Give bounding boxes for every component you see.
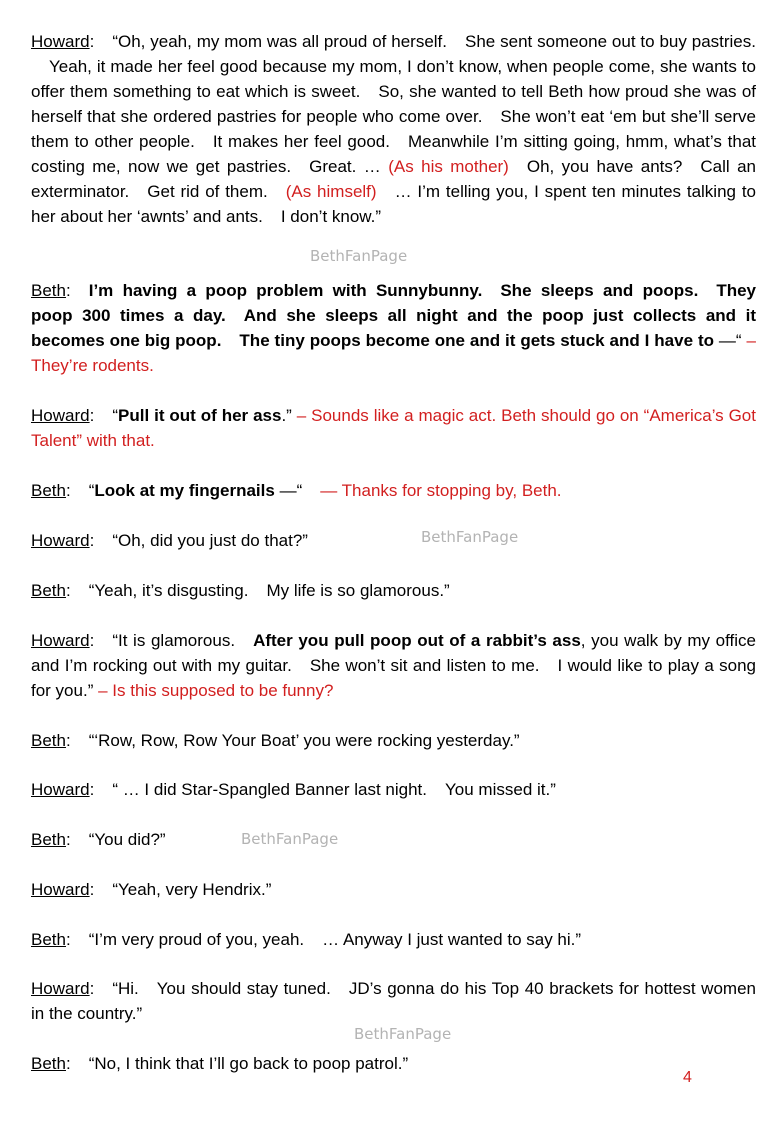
dialogue-text: “You did?” <box>88 830 166 849</box>
dialogue-text: “Hi. <box>112 979 139 998</box>
watermark: BethFanPage <box>241 830 339 848</box>
dialogue-text: Call an exterminator. <box>31 157 756 201</box>
paragraph-howard-5 <box>31 777 756 802</box>
dialogue-text: JD’s gonna do his Top 40 brackets for hottest women in the country.” <box>31 979 756 1023</box>
dialogue-text: She won’t eat ‘em but she’ll serve them to other people. <box>31 107 756 151</box>
dialogue-text: “No, I think that I’ll go back to poop patrol.” <box>88 1054 409 1073</box>
commentary: – Sounds like a magic act. Beth should go on “America’s Got Talent” with that. <box>31 406 756 450</box>
dialogue-text: Great. <box>309 157 357 176</box>
dialogue-text: I would like to play a song for you.” <box>31 656 756 700</box>
paragraph-howard-4 <box>31 628 756 703</box>
dialogue-text: .” <box>281 406 292 425</box>
speaker-name: Beth <box>31 830 66 849</box>
dialogue-text: “Oh, yeah, my mom was all proud of herself. <box>112 32 447 51</box>
speaker-colon: : <box>65 830 71 849</box>
paragraph-howard-1 <box>31 29 756 229</box>
speaker-name: Howard <box>31 780 90 799</box>
dialogue-bold: She sleeps and poops. <box>500 281 699 300</box>
speaker-colon: : <box>89 531 95 550</box>
speaker-name: Beth <box>31 731 66 750</box>
paragraph-howard-6 <box>31 877 756 902</box>
dialogue-text: “ … I did Star-Spangled Banner last night. <box>112 780 428 799</box>
dialogue-text: “I’m very proud of you, yeah. <box>88 930 305 949</box>
dialogue-bold: They poop 300 times a day. <box>31 281 756 325</box>
commentary: – Is this supposed to be funny? <box>98 681 334 700</box>
speaker-name: Beth <box>31 930 66 949</box>
dialogue-bold: And she sleeps all night and the poop just collects and it becomes one big poop. <box>31 306 756 350</box>
speaker-name: Howard <box>31 406 90 425</box>
dialogue-text: … <box>363 157 381 176</box>
dialogue-text: Yeah, it made her feel good because my mom, I don’t know, when people come, she wants to offer them something to eat which is sweet. <box>31 57 756 101</box>
dialogue-text: … I’m telling you, I spent ten minutes talking to her about her ‘awnts’ and ants. <box>31 182 756 226</box>
commentary: – They’re rodents. <box>31 331 756 375</box>
dialogue-text: “Yeah, it’s disgusting. <box>88 581 249 600</box>
dialogue-text: My life is so glamorous.” <box>266 581 450 600</box>
dialogue-text: , you walk by my office and I’m rocking out with my guitar. <box>31 631 756 675</box>
speaker-colon: : <box>89 780 95 799</box>
dialogue-text: So, she wanted to tell Beth how proud she was of herself that she ordered pastries for people who come over. <box>31 82 756 126</box>
dialogue-text: “Yeah, very Hendrix.” <box>112 880 272 899</box>
speaker-colon: : <box>65 481 71 500</box>
watermark: BethFanPage <box>310 247 408 265</box>
paragraph-beth-2 <box>31 478 756 503</box>
dialogue-text: —“ <box>718 331 742 350</box>
commentary: — Thanks for stopping by, Beth. <box>320 481 562 500</box>
dialogue-text: “ <box>112 406 118 425</box>
speaker-colon: : <box>65 930 71 949</box>
speaker-colon: : <box>65 1054 71 1073</box>
dialogue-text: —“ <box>279 481 303 500</box>
speaker-name: Howard <box>31 979 90 998</box>
dialogue-text: “Oh, did you just do that?” <box>112 531 308 550</box>
speaker-colon: : <box>65 281 71 300</box>
dialogue-text: “It is glamorous. <box>112 631 236 650</box>
speaker-colon: : <box>65 581 71 600</box>
paragraph-beth-1 <box>31 278 756 378</box>
dialogue-text: You should stay tuned. <box>156 979 331 998</box>
dialogue-bold: I’m having a poop problem with Sunnybunny. <box>88 281 483 300</box>
dialogue-bold: Pull it out of her ass <box>118 406 282 425</box>
page-number: 4 <box>683 1069 692 1086</box>
speaker-colon: : <box>89 880 95 899</box>
paragraph-beth-6 <box>31 927 756 952</box>
dialogue-text: Get rid of them. <box>147 182 268 201</box>
speaker-name: Howard <box>31 631 90 650</box>
dialogue-text: It makes her feel good. <box>212 132 390 151</box>
paragraph-beth-5 <box>31 827 756 852</box>
dialogue-text: You missed it.” <box>445 780 556 799</box>
stage-direction: (As himself) <box>285 182 377 201</box>
speaker-name: Beth <box>31 1054 66 1073</box>
dialogue-text: … Anyway I just wanted to say hi.” <box>322 930 582 949</box>
paragraph-beth-4 <box>31 728 756 753</box>
speaker-colon: : <box>89 406 95 425</box>
dialogue-bold: The tiny poops become one and it gets stuck and I have to <box>239 331 714 350</box>
paragraph-beth-7 <box>31 1051 756 1076</box>
dialogue-text: “ <box>88 481 95 500</box>
speaker-colon: : <box>89 631 95 650</box>
dialogue-text: I don’t know.” <box>280 207 382 226</box>
paragraph-beth-3 <box>31 578 756 603</box>
speaker-name: Howard <box>31 880 90 899</box>
speaker-name: Beth <box>31 481 66 500</box>
watermark: BethFanPage <box>354 1025 452 1043</box>
dialogue-text: Meanwhile I’m sitting going, hmm, what’s that costing me, now we get pastries. <box>31 132 756 176</box>
dialogue-text: She sent someone out to buy pastries. <box>465 32 756 51</box>
speaker-name: Beth <box>31 281 66 300</box>
speaker-colon: : <box>65 731 71 750</box>
speaker-name: Howard <box>31 32 90 51</box>
paragraph-howard-3 <box>31 528 756 553</box>
dialogue-text: Oh, you have ants? <box>526 157 683 176</box>
speaker-name: Beth <box>31 581 66 600</box>
watermark: BethFanPage <box>421 528 519 546</box>
dialogue-text: She won’t sit and listen to me. <box>309 656 540 675</box>
speaker-name: Howard <box>31 531 90 550</box>
speaker-colon: : <box>89 979 95 998</box>
dialogue-text: “‘Row, Row, Row Your Boat’ you were rocking yesterday.” <box>88 731 520 750</box>
stage-direction: (As his mother) <box>388 157 509 176</box>
speaker-colon: : <box>89 32 95 51</box>
paragraph-howard-7 <box>31 976 756 1026</box>
dialogue-bold: After you pull poop out of a rabbit’s ass <box>253 631 581 650</box>
paragraph-howard-2 <box>31 403 756 453</box>
dialogue-bold: Look at my fingernails <box>94 481 275 500</box>
